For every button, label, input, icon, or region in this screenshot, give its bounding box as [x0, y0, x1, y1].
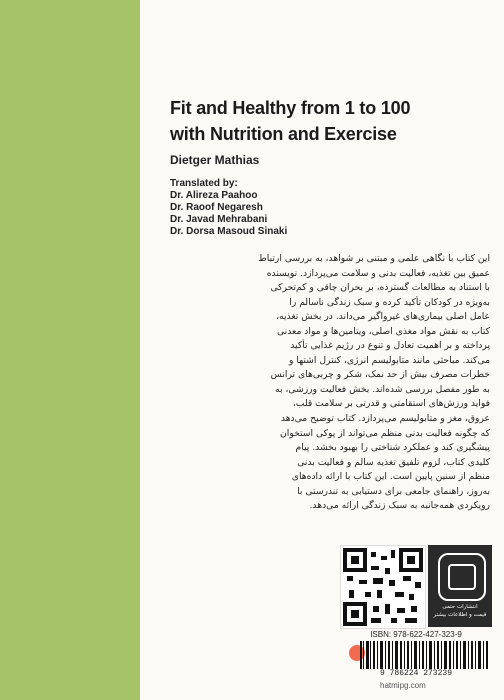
title-line-2: with Nutrition and Exercise: [170, 124, 397, 144]
barcode: [360, 641, 490, 669]
description-line: پیشگیری کند و عملکرد شناختی را بهبود بخشد. پیام: [295, 442, 490, 454]
green-spine-band: [0, 0, 140, 700]
description-line: می‌کند. مباحثی مانند متابولیسم انرژی، کنترل اشتها و: [289, 354, 490, 366]
description-line: با استناد به مطالعات گسترده، بر بحران چاقی و کم‌تحرکی: [270, 282, 490, 294]
publisher-subtext: قیمت و اطلاعات بیشتر: [433, 612, 487, 618]
qr-code: [340, 545, 426, 629]
title-line-1: Fit and Healthy from 1 to 100: [170, 98, 411, 118]
publisher-mark-icon: [438, 553, 486, 601]
description-line: منظم از سنین پایین است. این کتاب با ارائه داده‌های: [291, 471, 490, 483]
translator-2: Dr. Raoof Negaresh: [170, 202, 263, 213]
book-description: [170, 252, 490, 514]
description-line: این کتاب با نگاهی علمی و مبتنی بر شواهد، به بررسی ارتباط: [258, 253, 490, 264]
translated-by-label: Translated by:: [170, 178, 238, 189]
description-line: خطرات مصرف بیش از حد نمک، شکر و چربی‌های ترانس: [270, 369, 490, 381]
description-line: عروق، مغز و متابولیسم می‌پردازد. کتاب توضیح می‌دهد: [280, 413, 490, 425]
publisher-website: hatmipg.com: [380, 681, 426, 690]
description-line: عمیق بین تغذیه، فعالیت بدنی و سلامت می‌پردازد. نویسنده: [266, 267, 490, 279]
author-name: Dietger Mathias: [170, 153, 260, 167]
description-line: عامل اصلی بیماری‌های غیرواگیر می‌داند. در بخش تغذیه،: [276, 311, 490, 323]
barcode-number: 9 786224 273239: [379, 669, 452, 678]
translators-block: [170, 178, 287, 238]
translator-4: Dr. Dorsa Masoud Sinaki: [170, 226, 288, 237]
description-line: که چگونه فعالیت بدنی منظم می‌تواند از پوکی استخوان: [280, 427, 490, 439]
translator-3: Dr. Javad Mehrabani: [170, 214, 268, 225]
description-line: فواید ورزش‌های استقامتی و قدرتی بر سلامت قلب،: [292, 398, 490, 410]
description-line: رویکردی همه‌جانبه به سبک زندگی ارائه می‌دهد.: [309, 500, 490, 512]
description-line: کتاب به نقش مواد مغذی اصلی، ویتامین‌ها و مواد معدنی: [276, 325, 490, 337]
publisher-logo-text: [430, 603, 490, 619]
book-title: [170, 95, 496, 147]
description-line: به‌روز، راهنمای جامعی برای دستیابی به تندرستی با: [297, 485, 490, 497]
description-line: پرداخته و بر اهمیت تعادل و تنوع در رژیم غذایی تأکید: [290, 340, 490, 352]
publisher-logo: [428, 545, 492, 627]
isbn: ISBN: 978-622-427-323-9: [370, 630, 462, 639]
description-line: به‌ویژه در کودکان تأکید کرده و سبک زندگی ناسالم را: [289, 296, 490, 308]
translator-1: Dr. Alireza Paahoo: [170, 190, 258, 201]
description-line: به طور مفصل بررسی شده‌اند. بخش فعالیت ورزشی، به: [275, 383, 490, 395]
description-line: کلیدی کتاب، لزوم تلفیق تغذیه سالم و فعالیت بدنی: [297, 456, 490, 468]
publisher-name: انتشارات حتمی: [442, 604, 478, 610]
